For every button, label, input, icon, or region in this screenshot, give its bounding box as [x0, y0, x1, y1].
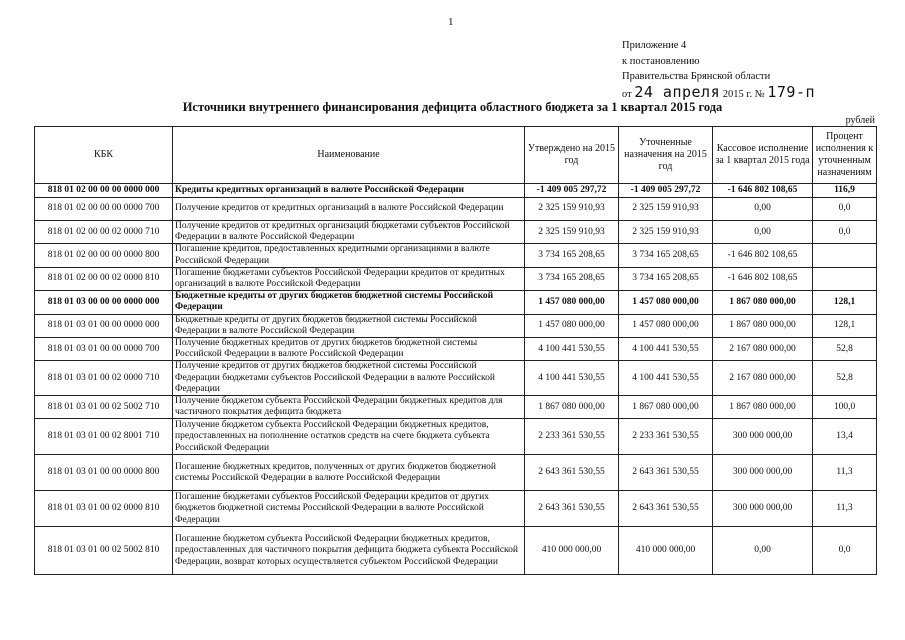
cell-executed: 0,00 — [713, 198, 813, 221]
cell-refined: 3 734 165 208,65 — [619, 267, 713, 290]
table-row — [35, 267, 877, 290]
cell-name: Погашение бюджетом субъекта Российской Федерации бюджетных кредитов, предоставленных для частичного покрытия дефицита бюджета субъекта Российской Федерации, возврат которых осуществляется субъектом Российской Федерации — [173, 527, 525, 575]
cell-executed: 2 167 080 000,00 — [713, 361, 813, 396]
cell-name: Получение кредитов от других бюджетов бюджетной системы Российской Федерации бюджетами субъектов Российской Федерации в валюте Российской Федерации — [173, 361, 525, 396]
cell-percent: 11,3 — [813, 455, 877, 491]
table-header-row — [35, 127, 877, 184]
cell-percent: 52,8 — [813, 338, 877, 361]
cell-approved: 4 100 441 530,55 — [525, 338, 619, 361]
table-row — [35, 314, 877, 337]
cell-percent: 11,3 — [813, 491, 877, 527]
appendix-line-1: Приложение 4 — [622, 40, 687, 51]
cell-kbk: 818 01 03 01 00 00 0000 000 — [35, 314, 173, 337]
cell-approved: 2 233 361 530,55 — [525, 419, 619, 455]
cell-name: Получение кредитов от кредитных организаций в валюте Российской Федерации — [173, 198, 525, 221]
page-number: 1 — [448, 16, 454, 28]
cell-approved: 3 734 165 208,65 — [525, 244, 619, 267]
cell-kbk: 818 01 03 00 00 00 0000 000 — [35, 291, 173, 314]
header-approved: Утверждено на 2015 год — [525, 127, 619, 184]
cell-approved: 4 100 441 530,55 — [525, 361, 619, 396]
cell-refined: 4 100 441 530,55 — [619, 338, 713, 361]
cell-percent: 128,1 — [813, 314, 877, 337]
cell-kbk: 818 01 03 01 00 02 8001 710 — [35, 419, 173, 455]
cell-approved: 2 325 159 910,93 — [525, 198, 619, 221]
cell-name: Получение бюджетом субъекта Российской Федерации бюджетных кредитов, предоставленных на пополнение остатков средств на счете бюджета субъекта Российской Федерации — [173, 419, 525, 455]
cell-percent — [813, 267, 877, 290]
cell-kbk: 818 01 02 00 00 02 0000 810 — [35, 267, 173, 290]
date-year: 2015 г. № — [722, 88, 765, 100]
cell-refined: 3 734 165 208,65 — [619, 244, 713, 267]
document-title: Источники внутреннего финансирования дефицита областного бюджета за 1 квартал 2015 года — [182, 100, 723, 114]
cell-percent: 0,0 — [813, 198, 877, 221]
cell-refined: 2 643 361 530,55 — [619, 491, 713, 527]
cell-approved: -1 409 005 297,72 — [525, 184, 619, 198]
cell-executed: 300 000 000,00 — [713, 455, 813, 491]
table-row — [35, 244, 877, 267]
cell-percent: 0,0 — [813, 221, 877, 244]
cell-refined: 2 643 361 530,55 — [619, 455, 713, 491]
cell-kbk: 818 01 03 01 00 02 5002 810 — [35, 527, 173, 575]
cell-kbk: 818 01 03 01 00 02 0000 710 — [35, 361, 173, 396]
table-row — [35, 361, 877, 396]
header-kbk: КБК — [35, 127, 173, 184]
cell-percent: 128,1 — [813, 291, 877, 314]
cell-kbk: 818 01 02 00 00 00 0000 000 — [35, 184, 173, 198]
cell-name: Погашение бюджетами субъектов Российской Федерации кредитов от кредитных организаций в валюте Российской Федерации — [173, 267, 525, 290]
cell-executed: -1 646 802 108,65 — [713, 267, 813, 290]
appendix-block — [622, 38, 815, 102]
cell-name: Бюджетные кредиты от других бюджетов бюджетной системы Российской Федерации в валюте Российской Федерации — [173, 314, 525, 337]
appendix-line-2: к постановлению — [622, 55, 700, 67]
cell-kbk: 818 01 03 01 00 02 0000 810 — [35, 491, 173, 527]
cell-kbk: 818 01 02 00 00 00 0000 700 — [35, 198, 173, 221]
table-row — [35, 198, 877, 221]
cell-kbk: 818 01 03 01 00 00 0000 700 — [35, 338, 173, 361]
cell-name: Погашение бюджетами субъектов Российской Федерации кредитов от других бюджетов бюджетной системы Российской Федерации в валюте Российской Федерации — [173, 491, 525, 527]
cell-approved: 2 325 159 910,93 — [525, 221, 619, 244]
cell-approved: 1 457 080 000,00 — [525, 291, 619, 314]
table-row — [35, 338, 877, 361]
cell-approved: 410 000 000,00 — [525, 527, 619, 575]
table-row — [35, 221, 877, 244]
cell-name: Погашение бюджетных кредитов, полученных от других бюджетов бюджетной системы Российской Федерации в валюте Российской Федерации — [173, 455, 525, 491]
cell-percent: 0,0 — [813, 527, 877, 575]
table-row — [35, 396, 877, 419]
appendix-line-3: Правительства Брянской области — [622, 71, 771, 82]
table-row — [35, 491, 877, 527]
cell-name: Кредиты кредитных организаций в валюте Российской Федерации — [173, 184, 525, 198]
cell-refined: 2 233 361 530,55 — [619, 419, 713, 455]
cell-percent: 13,4 — [813, 419, 877, 455]
document-number: 179-п — [767, 82, 816, 101]
cell-kbk: 818 01 02 00 00 00 0000 800 — [35, 244, 173, 267]
cell-executed: 0,00 — [713, 221, 813, 244]
date-day-month: 24 апреля — [634, 82, 721, 101]
cell-executed: 1 867 080 000,00 — [713, 291, 813, 314]
cell-percent: 116,9 — [813, 184, 877, 198]
table-row — [35, 455, 877, 491]
cell-name: Получение бюджетных кредитов от других бюджетов бюджетной системы Российской Федерации в валюте Российской Федерации — [173, 338, 525, 361]
financing-sources-table — [34, 126, 877, 575]
cell-name: Погашение кредитов, предоставленных кредитными организациями в валюте Российской Федерации — [173, 244, 525, 267]
cell-executed: 300 000 000,00 — [713, 491, 813, 527]
cell-refined: -1 409 005 297,72 — [619, 184, 713, 198]
cell-executed: 1 867 080 000,00 — [713, 396, 813, 419]
table-row — [35, 184, 877, 198]
cell-executed: 300 000 000,00 — [713, 419, 813, 455]
cell-name: Получение бюджетом субъекта Российской Федерации бюджетных кредитов для частичного покрытия дефицита бюджета — [173, 396, 525, 419]
cell-kbk: 818 01 03 01 00 02 5002 710 — [35, 396, 173, 419]
cell-refined: 1 457 080 000,00 — [619, 291, 713, 314]
cell-approved: 2 643 361 530,55 — [525, 455, 619, 491]
cell-approved: 1 457 080 000,00 — [525, 314, 619, 337]
cell-refined: 2 325 159 910,93 — [619, 198, 713, 221]
cell-kbk: 818 01 02 00 00 02 0000 710 — [35, 221, 173, 244]
cell-refined: 2 325 159 910,93 — [619, 221, 713, 244]
cell-refined: 1 867 080 000,00 — [619, 396, 713, 419]
header-refined: Уточненные назначения на 2015 год — [619, 127, 713, 184]
cell-approved: 3 734 165 208,65 — [525, 267, 619, 290]
header-name: Наименование — [173, 127, 525, 184]
header-percent: Процент исполнения к уточненным назначениям — [813, 127, 877, 184]
cell-refined: 1 457 080 000,00 — [619, 314, 713, 337]
cell-refined: 410 000 000,00 — [619, 527, 713, 575]
table-row — [35, 419, 877, 455]
cell-percent: 52,8 — [813, 361, 877, 396]
cell-executed: 2 167 080 000,00 — [713, 338, 813, 361]
cell-name: Получение кредитов от кредитных организаций бюджетами субъектов Российской Федерации в валюте Российской Федерации — [173, 221, 525, 244]
unit-label: рублей — [845, 115, 875, 126]
date-prefix: от — [622, 88, 632, 100]
table-row — [35, 527, 877, 575]
cell-percent — [813, 244, 877, 267]
cell-name: Бюджетные кредиты от других бюджетов бюджетной системы Российской Федерации — [173, 291, 525, 314]
cell-executed: -1 646 802 108,65 — [713, 244, 813, 267]
cell-approved: 1 867 080 000,00 — [525, 396, 619, 419]
cell-kbk: 818 01 03 01 00 00 0000 800 — [35, 455, 173, 491]
table-row — [35, 291, 877, 314]
cell-approved: 2 643 361 530,55 — [525, 491, 619, 527]
cell-percent: 100,0 — [813, 396, 877, 419]
header-executed: Кассовое исполнение за 1 квартал 2015 года — [713, 127, 813, 184]
cell-executed: 0,00 — [713, 527, 813, 575]
cell-executed: -1 646 802 108,65 — [713, 184, 813, 198]
cell-executed: 1 867 080 000,00 — [713, 314, 813, 337]
cell-refined: 4 100 441 530,55 — [619, 361, 713, 396]
